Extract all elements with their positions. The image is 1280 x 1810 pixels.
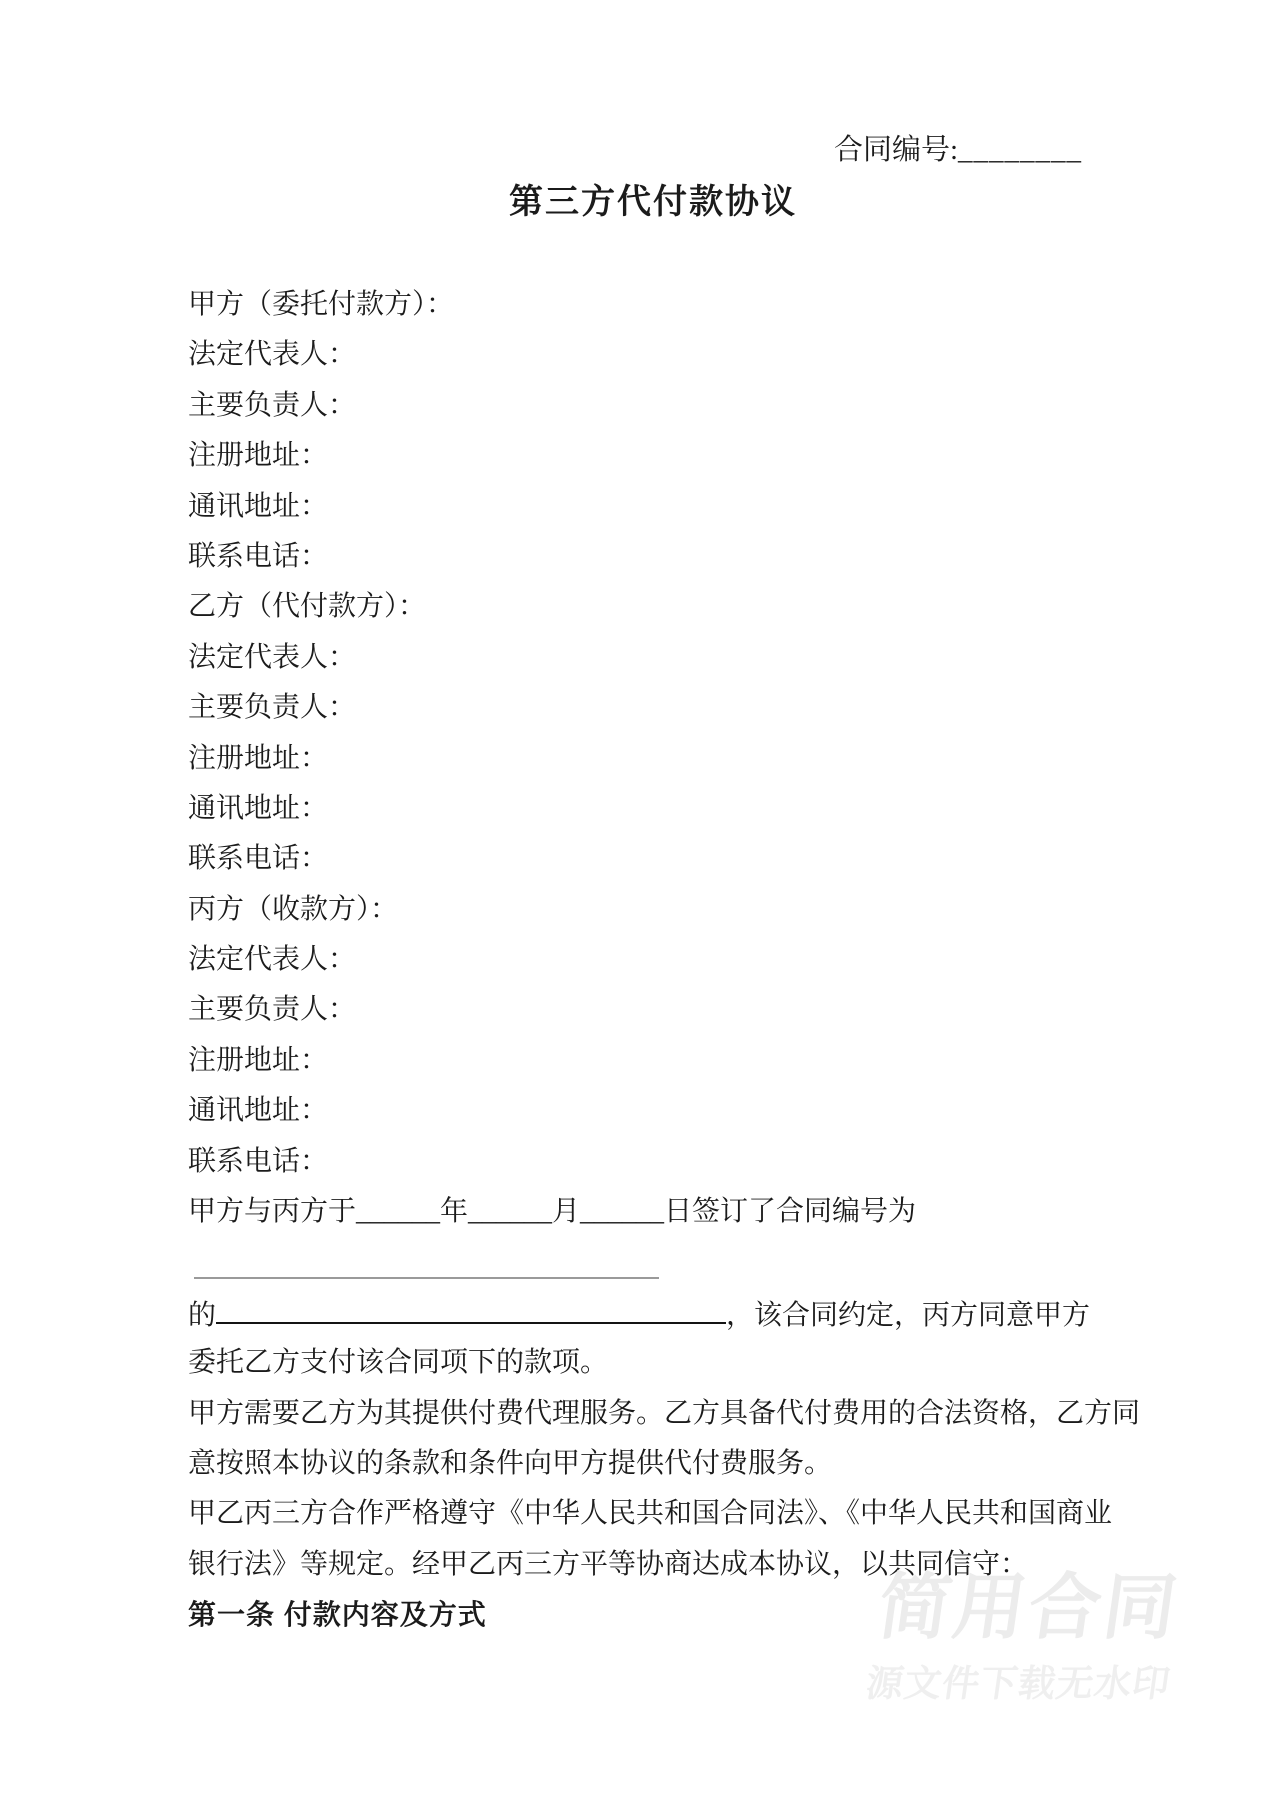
- party-a-principal-line: 主要负责人：: [188, 389, 357, 421]
- party-c-phone-line: 联系电话：: [188, 1145, 329, 1177]
- party-c-reg-addr-line: 注册地址：: [188, 1044, 329, 1076]
- body-paragraph-line: 银行法》等规定。经甲乙丙三方平等协商达成本协议，以共同信守：: [188, 1548, 1029, 1580]
- contract-name-prefix: 的: [188, 1299, 217, 1331]
- party-a-mail-addr-line: 通讯地址：: [188, 490, 329, 522]
- party-b-principal-line: 主要负责人：: [188, 692, 357, 724]
- contract-number-label: 合同编号:: [833, 134, 958, 166]
- watermark-tagline-text: 源文件下载无水印: [863, 1663, 1174, 1704]
- body-paragraph-line: 甲乙丙三方合作严格遵守《中华人民共和国合同法》、《中华人民共和国商业: [188, 1498, 1113, 1530]
- party-c-title-line: 丙方（收款方）：: [188, 893, 399, 925]
- body-paragraph-line: 意按照本协议的条款和条件向甲方提供代付费服务。: [188, 1447, 833, 1479]
- party-b-reg-addr-line: 注册地址：: [188, 742, 329, 774]
- document-body: [188, 280, 1141, 1641]
- body-paragraph-line: 委托乙方支付该合同项下的款项。: [188, 1347, 609, 1379]
- party-b-phone-line: 联系电话：: [188, 843, 329, 875]
- party-c-mail-addr-line: 通讯地址：: [188, 1095, 329, 1127]
- party-b-title-line: 乙方（代付款方）：: [188, 591, 427, 623]
- party-a-phone-line: 联系电话：: [188, 540, 329, 572]
- contract-number-blank-row: [188, 1237, 1118, 1287]
- long-blank-underline: [194, 1237, 659, 1279]
- party-a-reg-addr-line: 注册地址：: [188, 440, 329, 472]
- party-a-legal-rep-line: 法定代表人：: [188, 339, 357, 371]
- party-c-legal-rep-line: 法定代表人：: [188, 944, 357, 976]
- contract-name-suffix: ，该合同约定，丙方同意甲方: [726, 1299, 1091, 1331]
- contract-name-line: [188, 1288, 1118, 1338]
- body-paragraph-line: 甲方需要乙方为其提供付费代理服务。乙方具备代付费用的合法资格，乙方同: [188, 1397, 1141, 1429]
- contract-name-blank: [216, 1288, 726, 1324]
- party-b-mail-addr-line: 通讯地址：: [188, 792, 329, 824]
- watermark-brand-text: 简用合同: [873, 1568, 1185, 1648]
- party-c-principal-line: 主要负责人：: [188, 994, 357, 1026]
- contract-number-blank: ________: [958, 134, 1082, 166]
- clause-1-heading: 第一条 付款内容及方式: [188, 1599, 487, 1631]
- contract-number-line: [834, 130, 1082, 170]
- signing-date-line: 甲方与丙方于______年______月______日签订了合同编号为: [188, 1196, 917, 1228]
- party-a-title-line: 甲方（委托付款方）：: [188, 289, 455, 320]
- document-title: 第三方代付款协议: [509, 184, 797, 221]
- party-b-legal-rep-line: 法定代表人：: [188, 641, 357, 673]
